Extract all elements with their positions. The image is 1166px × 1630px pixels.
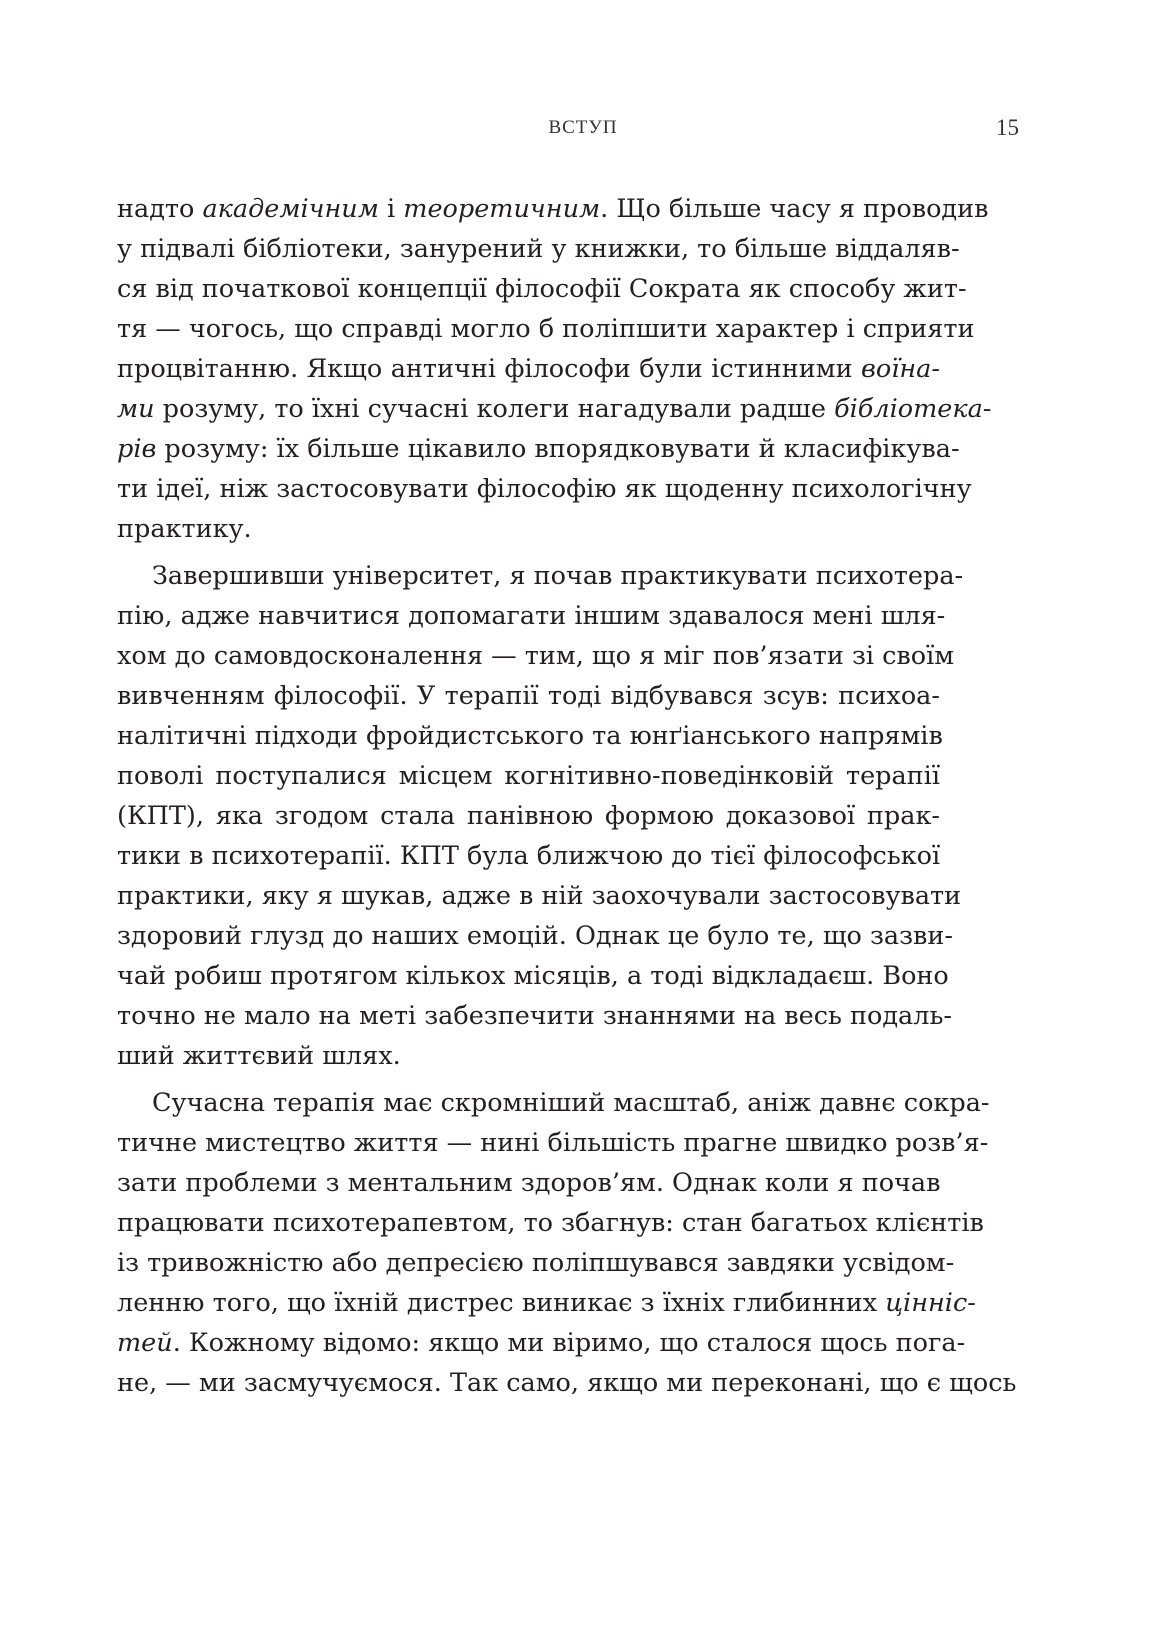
text-segment: надто [117,194,203,224]
text-line [117,996,952,1036]
italic-text: бібліотека- [834,394,992,424]
text-segment: тичне мистецтво життя — нині більшість прагне швидко розв’я- [117,1128,989,1158]
text-segment: вивченням філософії. У терапії тоді відбувався зсув: психоа- [117,681,940,711]
text-segment: поволі поступалися місцем когнітивно-поведінковій терапії [117,761,940,791]
text-line [117,189,989,229]
text-segment: тя — чогось, що справді могло б поліпшити характер і сприяти [117,314,975,344]
paragraph [117,1083,1017,1403]
italic-text: цінніс- [885,1288,976,1318]
text-segment: (КПТ), яка згодом стала панівною формою доказової прак- [117,801,940,831]
text-line [117,596,946,636]
text-line [117,1123,989,1163]
text-segment: процвітанню. Якщо античні філософи були істинними [117,354,862,384]
text-line [117,1283,976,1323]
italic-text: теоретичним [403,194,601,224]
text-line [117,229,960,269]
text-segment: ленню того, що їхній дистрес виникає з їхніх глибинних [117,1288,886,1318]
text-segment: хом до самовдосконалення — тим, що я міг пов’язати зі своїм [117,641,955,671]
text-segment: Завершивши університет, я почав практикувати психотера- [152,561,964,591]
text-line [117,469,972,509]
text-segment: чай робиш протягом кількох місяців, а тоді відкладаєш. Воно [117,961,949,991]
text-line [117,556,964,596]
text-segment: . Кожному відомо: якщо ми віримо, що сталося щось пога- [172,1328,966,1358]
text-segment: здоровий глузд до наших емоцій. Однак це було те, що зазви- [117,921,953,951]
text-segment: ся від початкової концепції філософії Сократа як способу жит- [117,274,967,304]
text-segment: розуму: їх більше цікавило впорядковувати й класифікува- [156,434,960,464]
text-segment: . Що більше часу я проводив [600,194,989,224]
text-line [117,269,967,309]
text-segment: не, — ми засмучуємося. Так само, якщо ми переконані, що є щось [117,1368,1017,1398]
text-line [117,756,940,796]
text-line [117,636,955,676]
text-segment: Сучасна терапія має скромніший масштаб, аніж давнє сокра- [152,1088,990,1118]
running-head: ВСТУП [548,117,618,138]
page-number: 15 [996,115,1019,140]
text-line [117,876,962,916]
text-segment: ший життєвий шлях. [117,1041,401,1071]
text-line [117,1243,955,1283]
text-segment: точно не мало на меті забезпечити знаннями на весь подаль- [117,1001,952,1031]
text-segment: працювати психотерапевтом, то збагнув: стан багатьох клієнтів [117,1208,984,1238]
text-segment: у підвалі бібліотеки, занурений у книжки, то більше віддаляв- [117,234,960,264]
italic-text: рів [117,434,157,464]
text-segment: практики, яку я шукав, адже в ній заохочували застосовувати [117,881,962,911]
text-segment: розуму, то їхні сучасні колеги нагадували радше [154,394,835,424]
text-line [117,1323,966,1363]
italic-text: тей [117,1328,173,1358]
text-line [117,1363,1017,1403]
italic-text: воїна- [861,354,940,384]
text-segment: зати проблеми з ментальним здоров’ям. Однак коли я почав [117,1168,941,1198]
text-line [117,309,975,349]
text-line [117,1083,990,1123]
italic-text: ми [117,394,155,424]
text-line [117,349,940,389]
text-line [117,676,940,716]
text-segment: тики в психотерапії. КПТ була ближчою до тієї філософської [117,841,941,871]
text-line [117,956,949,996]
text-segment: налітичні підходи фройдистського та юнґіанського напрямів [117,721,943,751]
italic-text: академічним [202,194,379,224]
body-text [117,189,1017,1410]
text-segment: ти ідеї, ніж застосовувати філософію як щоденну психологічну [117,474,972,504]
text-segment: практику. [117,514,252,544]
text-line [117,836,940,876]
text-line [117,796,940,836]
paragraph [117,556,964,1076]
text-line [117,509,940,549]
text-line [117,716,943,756]
text-line [117,429,960,469]
text-segment: і [378,194,404,224]
text-line [117,1163,940,1203]
text-line [117,916,953,956]
text-line [117,1036,940,1076]
text-line [117,1203,984,1243]
text-segment: із тривожністю або депресією поліпшувався завдяки усвідом- [117,1248,955,1278]
paragraph [117,189,992,549]
text-segment: пію, адже навчитися допомагати іншим здавалося мені шля- [117,601,946,631]
text-line [117,389,992,429]
